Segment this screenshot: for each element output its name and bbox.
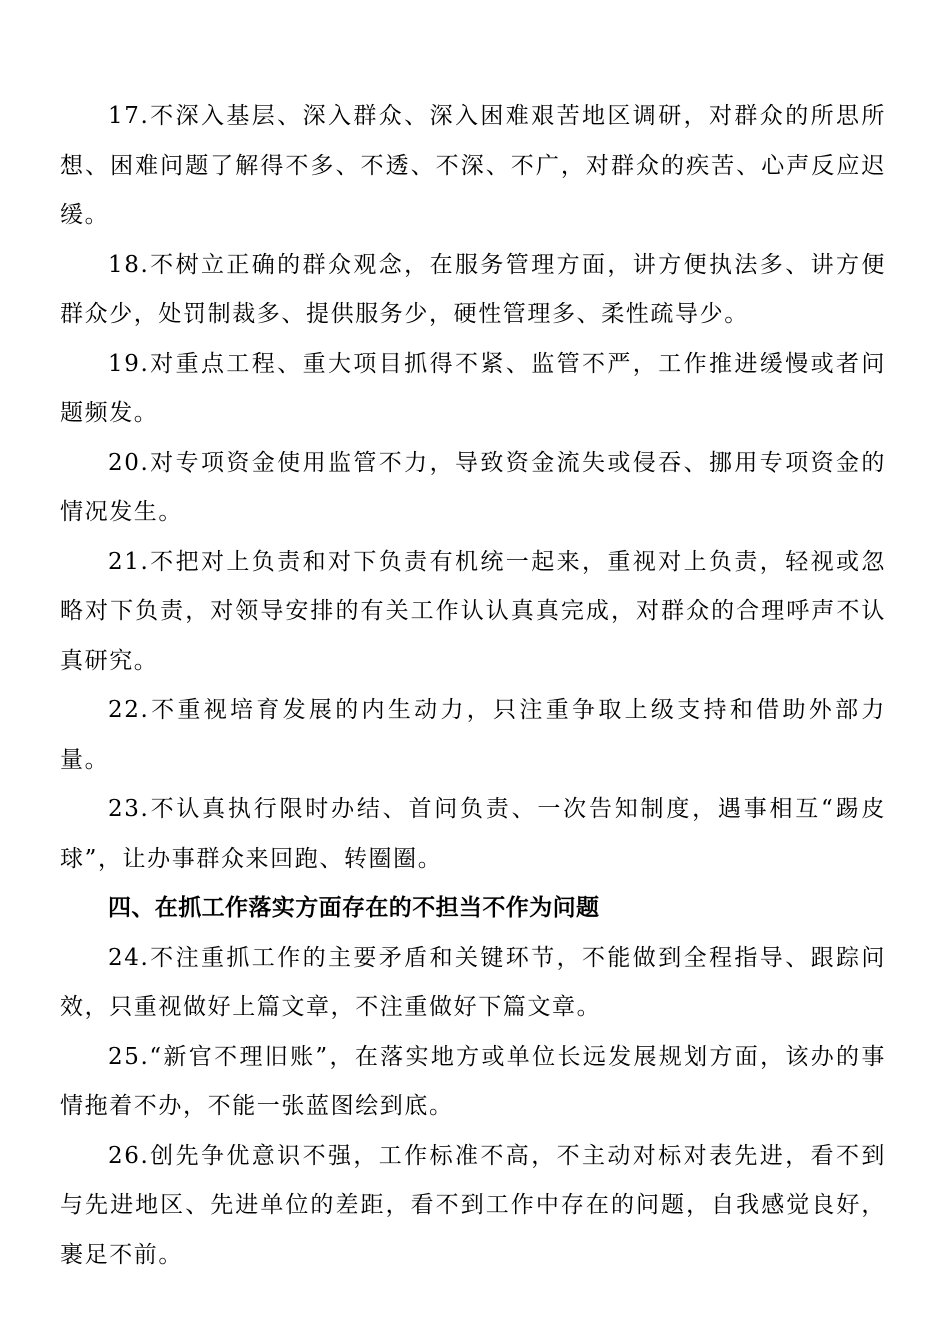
paragraph-24: 24.不注重抓工作的主要矛盾和关键环节，不能做到全程指导、跟踪问效，只重视做好上篇文章，不注重做好下篇文章。 [60, 944, 886, 1020]
paragraph-17: 17.不深入基层、深入群众、深入困难艰苦地区调研，对群众的所思所想、困难问题了解得不多、不透、不深、不广，对群众的疾苦、心声反应迟缓。 [60, 103, 886, 228]
paragraph-22: 22.不重视培育发展的内生动力，只注重争取上级支持和借助外部力量。 [60, 697, 886, 773]
paragraph-21: 21.不把对上负责和对下负责有机统一起来，重视对上负责，轻视或忽略对下负责，对领导安排的有关工作认认真真完成，对群众的合理呼声不认真研究。 [60, 548, 886, 674]
paragraph-23: 23.不认真执行限时办结、首问负责、一次告知制度，遇事相互“踢皮球”，让办事群众来回跑、转圈圈。 [60, 796, 886, 872]
paragraph-19: 19.对重点工程、重大项目抓得不紧、监管不严，工作推进缓慢或者问题频发。 [60, 350, 886, 426]
paragraph-25: 25.“新官不理旧账”，在落实地方或单位长远发展规划方面，该办的事情拖着不办，不能一张蓝图绘到底。 [60, 1043, 886, 1119]
paragraph-20: 20.对专项资金使用监管不力，导致资金流失或侵吞、挪用专项资金的情况发生。 [60, 449, 886, 525]
paragraph-18: 18.不树立正确的群众观念，在服务管理方面，讲方便执法多、讲方便群众少，处罚制裁多、提供服务少，硬性管理多、柔性疏导少。 [60, 251, 886, 327]
paragraph-26: 26.创先争优意识不强，工作标准不高，不主动对标对表先进，看不到与先进地区、先进单位的差距，看不到工作中存在的问题，自我感觉良好，裹足不前。 [60, 1142, 886, 1268]
section-heading-4: 四、在抓工作落实方面存在的不担当不作为问题 [108, 895, 600, 921]
document-body [60, 92, 886, 1280]
